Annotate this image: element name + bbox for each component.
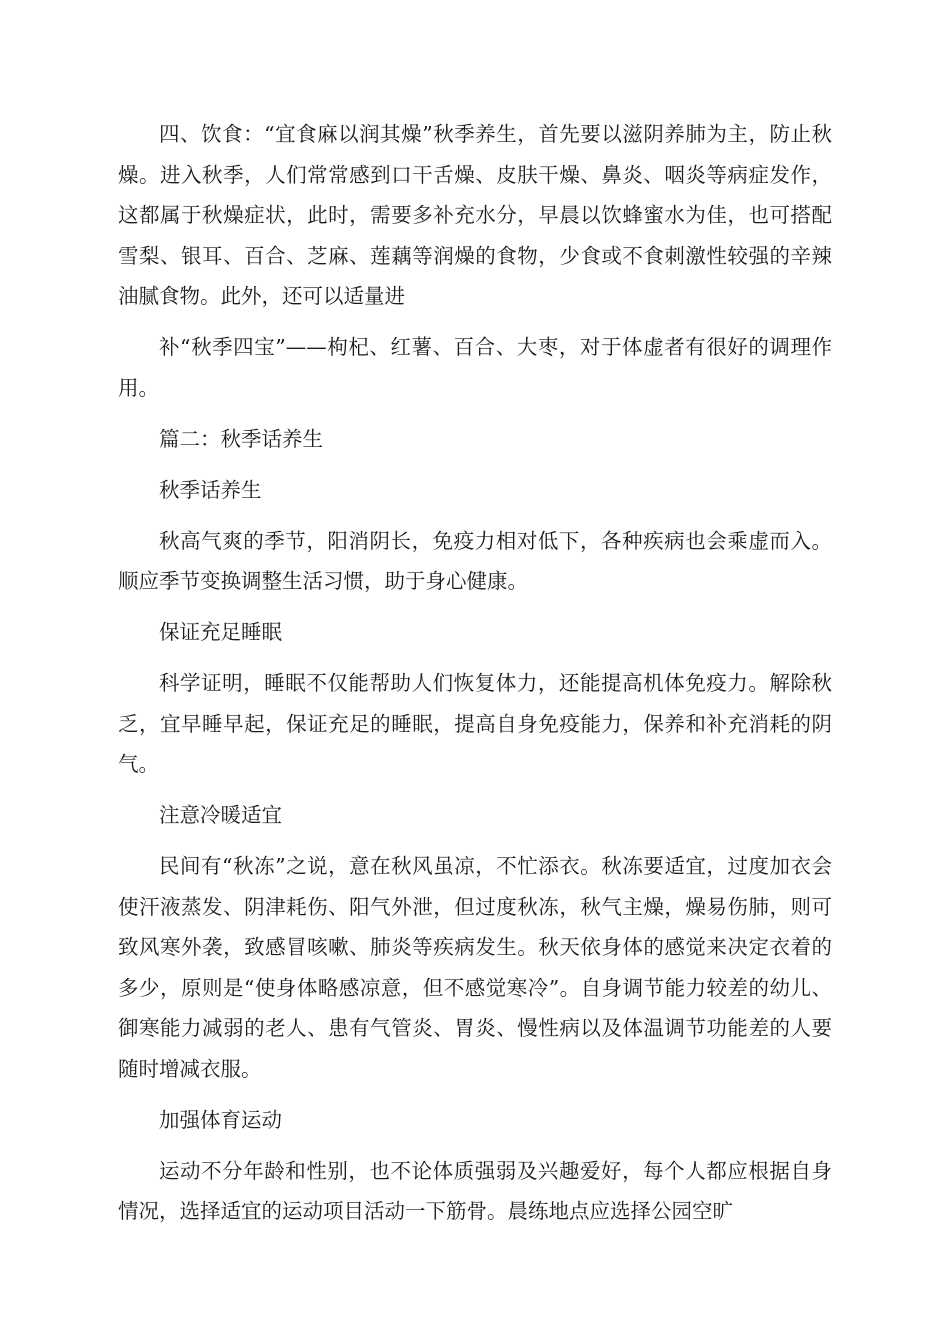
subheading-exercise: 加强体育运动 bbox=[159, 1107, 282, 1132]
subheading-warmth: 注意冷暖适宜 bbox=[159, 803, 282, 827]
paragraph-sleep: 科学证明，睡眠不仅能帮助人们恢复体力，还能提高机体免疫力。解除秋乏，宜早睡早起，保证充足的睡眠，提高自身免疫能力，保养和补充消耗的阴气。 bbox=[118, 671, 832, 776]
paragraph-warmth: 民间有“秋冻”之说，意在秋风虽凉，不忙添衣。秋冻要适宜，过度加衣会使汗液蒸发、阴津耗伤、阳气外泄，但过度秋冻，秋气主燥，燥易伤肺，则可致风寒外袭，致感冒咳嗽、肺炎等疾病发生。秋天依身体的感觉来决定衣着的多少，原则是“使身体略感凉意，但不感觉寒冷”。自身调节能力较差的幼儿、御寒能力减弱的老人、患有气管炎、胃炎、慢性病以及体温调节功能差的人要随时增减衣服。 bbox=[118, 854, 832, 1081]
document-page bbox=[118, 114, 832, 1232]
section-title: 秋季话养生 bbox=[159, 477, 262, 502]
paragraph-exercise: 运动不分年龄和性别，也不论体质强弱及兴趣爱好，每个人都应根据自身情况，选择适宜的运动项目活动一下筋骨。晨练地点应选择公园空旷 bbox=[118, 1158, 832, 1223]
paragraph-diet: 四、饮食：“宜食麻以润其燥”秋季养生，首先要以滋阴养肺为主，防止秋燥。进入秋季，人们常常感到口干舌燥、皮肤干燥、鼻炎、咽炎等病症发作，这都属于秋燥症状，此时，需要多补充水分，早晨以饮蜂蜜水为佳，也可搭配雪梨、银耳、百合、芝麻、莲藕等润燥的食物，少食或不食刺激性较强的辛辣油腻食物。此外，还可以适量进 bbox=[118, 122, 832, 308]
paragraph-four-treasures: 补“秋季四宝”——枸杞、红薯、百合、大枣，对于体虚者有很好的调理作用。 bbox=[118, 335, 832, 400]
section-heading-part-two: 篇二：秋季话养生 bbox=[159, 426, 323, 451]
paragraph-intro: 秋高气爽的季节，阳消阴长，免疫力相对低下，各种疾病也会乘虚而入。顺应季节变换调整生活习惯，助于身心健康。 bbox=[118, 528, 832, 593]
subheading-sleep: 保证充足睡眠 bbox=[159, 620, 282, 644]
